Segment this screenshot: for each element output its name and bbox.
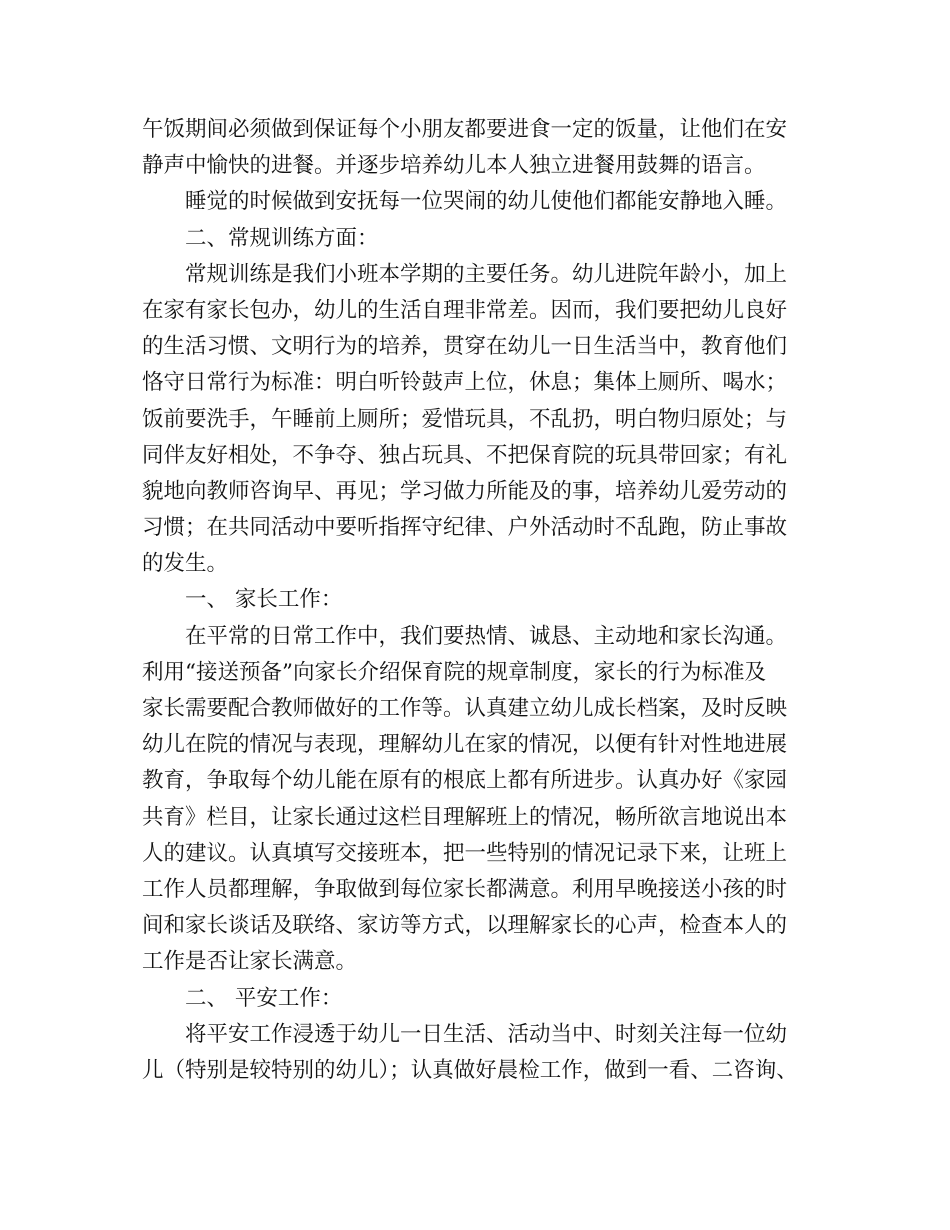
text-line: 将平安工作浸透于幼儿一日生活、活动当中、时刻关注每一位幼 xyxy=(185,1021,788,1047)
text-line: 共育》栏目，让家长通过这栏目理解班上的情况，畅所欲言地说出本 xyxy=(142,804,788,830)
text-line: 二、 平安工作： xyxy=(185,985,343,1011)
text-line: 在平常的日常工作中，我们要热情、诚恳、主动地和家长沟通。 xyxy=(185,623,788,649)
text-line: 同伴友好相处，不争夺、独占玩具、不把保育院的玩具带回家；有礼 xyxy=(142,442,788,468)
document-body xyxy=(142,112,812,1089)
text-line: 工作是否让家长满意。 xyxy=(142,949,358,975)
text-line: 午饭期间必须做到保证每个小朋友都要进食一定的饭量，让他们在安 xyxy=(142,117,788,142)
text-line: 睡觉的时候做到安抚每一位哭闹的幼儿使他们都能安静地入睡。 xyxy=(185,189,788,215)
text-line: 恪守日常行为标准：明白听铃鼓声上位，休息；集体上厕所、喝水； xyxy=(142,370,788,396)
text-line: 间和家长谈话及联络、家访等方式，以理解家长的心声，检查本人的 xyxy=(142,913,788,939)
text-line: 静声中愉快的进餐。并逐步培养幼儿本人独立进餐用鼓舞的语言。 xyxy=(142,153,766,179)
text-line: 教育，争取每个幼儿能在原有的根底上都有所进步。认真办好《家园 xyxy=(142,768,788,794)
text-line: 人的建议。认真填写交接班本，把一些特别的情况记录下来，让班上 xyxy=(142,840,788,866)
text-line: 一、 家长工作： xyxy=(185,587,343,613)
text-line: 的发生。 xyxy=(142,551,229,577)
text-line: 貌地向教师咨询早、再见；学习做力所能及的事，培养幼儿爱劳动的 xyxy=(142,478,788,504)
text-line: 家长需要配合教师做好的工作等。认真建立幼儿成长档案，及时反映 xyxy=(142,696,788,721)
text-line: 儿（特别是较特别的幼儿）；认真做好晨检工作，做到一看、二咨询、 xyxy=(142,1057,798,1083)
text-line: 饭前要洗手，午睡前上厕所；爱惜玩具，不乱扔，明白物归原处；与 xyxy=(142,406,788,432)
text-line: 工作人员都理解，争取做到每位家长都满意。利用早晚接送小孩的时 xyxy=(142,876,788,902)
text-line: 幼儿在院的情况与表现，理解幼儿在家的情况，以便有针对性地进展 xyxy=(142,732,788,758)
text-line: 二、常规训练方面： xyxy=(185,225,379,251)
text-line: 常规训练是我们小班本学期的主要任务。幼儿进院年龄小，加上 xyxy=(185,261,788,287)
text-line: 的生活习惯、文明行为的培养，贯穿在幼儿一日生活当中，教育他们 xyxy=(142,334,788,360)
text-line: 在家有家长包办，幼儿的生活自理非常差。因而，我们要把幼儿良好 xyxy=(142,297,788,323)
text-line: 利用“接送预备”向家长介绍保育院的规章制度，家长的行为标准及 xyxy=(142,659,766,685)
text-line: 习惯；在共同活动中要听指挥守纪律、户外活动时不乱跑，防止事故 xyxy=(142,515,788,541)
